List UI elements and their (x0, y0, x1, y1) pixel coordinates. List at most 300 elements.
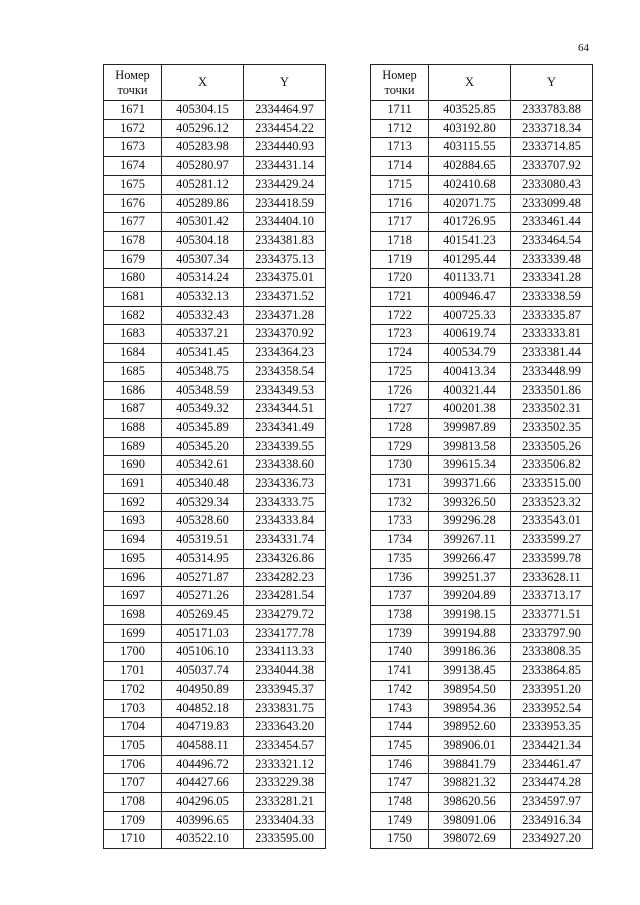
y-coordinate-cell: 2333335.87 (511, 306, 593, 325)
y-coordinate-cell: 2334474.28 (511, 774, 593, 793)
point-number-cell: 1682 (104, 306, 162, 325)
y-coordinate-cell: 2333953.35 (511, 718, 593, 737)
table-row (104, 699, 326, 718)
x-coordinate-cell: 405271.87 (162, 568, 244, 587)
y-coordinate-cell: 2334404.10 (244, 213, 326, 232)
x-coordinate-cell: 398821.32 (429, 774, 511, 793)
point-number-cell: 1746 (371, 755, 429, 774)
y-coordinate-cell: 2334916.34 (511, 811, 593, 830)
x-coordinate-cell: 398841.79 (429, 755, 511, 774)
point-number-cell: 1676 (104, 194, 162, 213)
table-row (104, 774, 326, 793)
table-row (371, 680, 593, 699)
point-number-cell: 1718 (371, 231, 429, 250)
point-number-cell: 1708 (104, 793, 162, 812)
point-number-cell: 1683 (104, 325, 162, 344)
point-number-cell: 1675 (104, 175, 162, 194)
x-coordinate-cell: 401541.23 (429, 231, 511, 250)
x-coordinate-cell: 405289.86 (162, 194, 244, 213)
point-number-cell: 1672 (104, 119, 162, 138)
point-number-cell: 1748 (371, 793, 429, 812)
table-row (371, 175, 593, 194)
table-row (104, 213, 326, 232)
table-row (371, 718, 593, 737)
point-number-cell: 1730 (371, 456, 429, 475)
point-number-cell: 1674 (104, 157, 162, 176)
x-coordinate-cell: 399194.88 (429, 624, 511, 643)
table-row (371, 624, 593, 643)
table-row (104, 793, 326, 812)
y-coordinate-cell: 2334421.34 (511, 736, 593, 755)
y-coordinate-cell: 2333595.00 (244, 830, 326, 849)
x-coordinate-cell: 405337.21 (162, 325, 244, 344)
y-coordinate-cell: 2333461.44 (511, 213, 593, 232)
point-number-cell: 1710 (104, 830, 162, 849)
table-row (104, 755, 326, 774)
header-x: X (162, 65, 244, 101)
point-number-cell: 1679 (104, 250, 162, 269)
table-row (371, 531, 593, 550)
table-row (104, 175, 326, 194)
table-row (371, 306, 593, 325)
table-row (371, 811, 593, 830)
point-number-cell: 1690 (104, 456, 162, 475)
point-number-cell: 1723 (371, 325, 429, 344)
header-x: X (429, 65, 511, 101)
x-coordinate-cell: 403115.55 (429, 138, 511, 157)
y-coordinate-cell: 2333831.75 (244, 699, 326, 718)
x-coordinate-cell: 405349.32 (162, 400, 244, 419)
y-coordinate-cell: 2333523.32 (511, 493, 593, 512)
point-number-cell: 1737 (371, 587, 429, 606)
y-coordinate-cell: 2334454.22 (244, 119, 326, 138)
point-number-cell: 1691 (104, 475, 162, 494)
table-row (371, 344, 593, 363)
y-coordinate-cell: 2334281.54 (244, 587, 326, 606)
point-number-cell: 1715 (371, 175, 429, 194)
y-coordinate-cell: 2333464.54 (511, 231, 593, 250)
x-coordinate-cell: 405329.34 (162, 493, 244, 512)
y-coordinate-cell: 2334418.59 (244, 194, 326, 213)
point-number-cell: 1673 (104, 138, 162, 157)
x-coordinate-cell: 403192.80 (429, 119, 511, 138)
table-row (371, 643, 593, 662)
point-number-cell: 1706 (104, 755, 162, 774)
point-number-cell: 1725 (371, 362, 429, 381)
y-coordinate-cell: 2333599.27 (511, 531, 593, 550)
x-coordinate-cell: 399813.58 (429, 437, 511, 456)
y-coordinate-cell: 2334375.01 (244, 269, 326, 288)
x-coordinate-cell: 405332.13 (162, 288, 244, 307)
x-coordinate-cell: 400413.34 (429, 362, 511, 381)
y-coordinate-cell: 2334336.73 (244, 475, 326, 494)
x-coordinate-cell: 399138.45 (429, 662, 511, 681)
x-coordinate-cell: 400201.38 (429, 400, 511, 419)
x-coordinate-cell: 403996.65 (162, 811, 244, 830)
point-number-cell: 1689 (104, 437, 162, 456)
point-number-cell: 1742 (371, 680, 429, 699)
y-coordinate-cell: 2333506.82 (511, 456, 593, 475)
point-number-cell: 1728 (371, 418, 429, 437)
x-coordinate-cell: 405340.48 (162, 475, 244, 494)
y-coordinate-cell: 2333771.51 (511, 605, 593, 624)
y-coordinate-cell: 2333339.48 (511, 250, 593, 269)
table-row (371, 325, 593, 344)
y-coordinate-cell: 2334597.97 (511, 793, 593, 812)
x-coordinate-cell: 405269.45 (162, 605, 244, 624)
x-coordinate-cell: 405307.34 (162, 250, 244, 269)
y-coordinate-cell: 2333333.81 (511, 325, 593, 344)
table-row (104, 157, 326, 176)
coordinates-table-right (370, 64, 593, 849)
table-row (104, 736, 326, 755)
point-number-cell: 1700 (104, 643, 162, 662)
x-coordinate-cell: 405304.15 (162, 101, 244, 120)
point-number-cell: 1711 (371, 101, 429, 120)
point-number-cell: 1733 (371, 512, 429, 531)
table-row (371, 568, 593, 587)
y-coordinate-cell: 2333783.88 (511, 101, 593, 120)
x-coordinate-cell: 400725.33 (429, 306, 511, 325)
y-coordinate-cell: 2333952.54 (511, 699, 593, 718)
y-coordinate-cell: 2334429.24 (244, 175, 326, 194)
x-coordinate-cell: 399267.11 (429, 531, 511, 550)
y-coordinate-cell: 2333628.11 (511, 568, 593, 587)
x-coordinate-cell: 403522.10 (162, 830, 244, 849)
point-number-cell: 1739 (371, 624, 429, 643)
x-coordinate-cell: 405345.89 (162, 418, 244, 437)
table-row (104, 624, 326, 643)
x-coordinate-cell: 405345.20 (162, 437, 244, 456)
y-coordinate-cell: 2333501.86 (511, 381, 593, 400)
table-row (104, 830, 326, 849)
point-number-cell: 1680 (104, 269, 162, 288)
table-row (104, 475, 326, 494)
x-coordinate-cell: 400946.47 (429, 288, 511, 307)
y-coordinate-cell: 2334282.23 (244, 568, 326, 587)
point-number-cell: 1702 (104, 680, 162, 699)
table-row (371, 549, 593, 568)
table-row (104, 811, 326, 830)
header-y: Y (511, 65, 593, 101)
point-number-cell: 1686 (104, 381, 162, 400)
x-coordinate-cell: 405283.98 (162, 138, 244, 157)
x-coordinate-cell: 401726.95 (429, 213, 511, 232)
table-row (371, 437, 593, 456)
table-row (371, 400, 593, 419)
y-coordinate-cell: 2334326.86 (244, 549, 326, 568)
y-coordinate-cell: 2333864.85 (511, 662, 593, 681)
y-coordinate-cell: 2333099.48 (511, 194, 593, 213)
table-row (371, 475, 593, 494)
y-coordinate-cell: 2334927.20 (511, 830, 593, 849)
y-coordinate-cell: 2333281.21 (244, 793, 326, 812)
table-row (371, 755, 593, 774)
x-coordinate-cell: 399251.37 (429, 568, 511, 587)
y-coordinate-cell: 2333951.20 (511, 680, 593, 699)
y-coordinate-cell: 2333080.43 (511, 175, 593, 194)
point-number-cell: 1729 (371, 437, 429, 456)
table-row (371, 512, 593, 531)
x-coordinate-cell: 399186.36 (429, 643, 511, 662)
table-row (371, 269, 593, 288)
y-coordinate-cell: 2334371.52 (244, 288, 326, 307)
y-coordinate-cell: 2334381.83 (244, 231, 326, 250)
table-row (104, 587, 326, 606)
y-coordinate-cell: 2334431.14 (244, 157, 326, 176)
x-coordinate-cell: 399987.89 (429, 418, 511, 437)
table-row (371, 662, 593, 681)
point-number-cell: 1724 (371, 344, 429, 363)
table-row (371, 587, 593, 606)
table-row (104, 680, 326, 699)
point-number-cell: 1731 (371, 475, 429, 494)
x-coordinate-cell: 400619.74 (429, 325, 511, 344)
table-row (104, 381, 326, 400)
table-row (104, 437, 326, 456)
table-row (104, 718, 326, 737)
table-row (371, 699, 593, 718)
y-coordinate-cell: 2333808.35 (511, 643, 593, 662)
point-number-cell: 1713 (371, 138, 429, 157)
point-number-cell: 1743 (371, 699, 429, 718)
point-number-cell: 1720 (371, 269, 429, 288)
y-coordinate-cell: 2333381.44 (511, 344, 593, 363)
point-number-cell: 1693 (104, 512, 162, 531)
table-row (104, 362, 326, 381)
table-row (371, 362, 593, 381)
x-coordinate-cell: 399615.34 (429, 456, 511, 475)
point-number-cell: 1734 (371, 531, 429, 550)
point-number-cell: 1684 (104, 344, 162, 363)
x-coordinate-cell: 404588.11 (162, 736, 244, 755)
y-coordinate-cell: 2333714.85 (511, 138, 593, 157)
y-coordinate-cell: 2334375.13 (244, 250, 326, 269)
y-coordinate-cell: 2333505.26 (511, 437, 593, 456)
y-coordinate-cell: 2334113.33 (244, 643, 326, 662)
y-coordinate-cell: 2333341.28 (511, 269, 593, 288)
y-coordinate-cell: 2334279.72 (244, 605, 326, 624)
x-coordinate-cell: 405314.24 (162, 269, 244, 288)
y-coordinate-cell: 2333713.17 (511, 587, 593, 606)
x-coordinate-cell: 398954.36 (429, 699, 511, 718)
x-coordinate-cell: 404427.66 (162, 774, 244, 793)
table-row (104, 605, 326, 624)
x-coordinate-cell: 399266.47 (429, 549, 511, 568)
point-number-cell: 1696 (104, 568, 162, 587)
y-coordinate-cell: 2333945.37 (244, 680, 326, 699)
table-row (104, 101, 326, 120)
x-coordinate-cell: 402410.68 (429, 175, 511, 194)
x-coordinate-cell: 404496.72 (162, 755, 244, 774)
point-number-cell: 1688 (104, 418, 162, 437)
table-header-row (371, 65, 593, 101)
y-coordinate-cell: 2333502.31 (511, 400, 593, 419)
x-coordinate-cell: 398091.06 (429, 811, 511, 830)
y-coordinate-cell: 2333515.00 (511, 475, 593, 494)
point-number-cell: 1740 (371, 643, 429, 662)
x-coordinate-cell: 405037.74 (162, 662, 244, 681)
point-number-cell: 1709 (104, 811, 162, 830)
y-coordinate-cell: 2333599.78 (511, 549, 593, 568)
table-row (371, 157, 593, 176)
x-coordinate-cell: 404296.05 (162, 793, 244, 812)
table-row (104, 418, 326, 437)
table-row (371, 774, 593, 793)
x-coordinate-cell: 405280.97 (162, 157, 244, 176)
x-coordinate-cell: 402071.75 (429, 194, 511, 213)
x-coordinate-cell: 405342.61 (162, 456, 244, 475)
point-number-cell: 1712 (371, 119, 429, 138)
point-number-cell: 1717 (371, 213, 429, 232)
point-number-cell: 1699 (104, 624, 162, 643)
x-coordinate-cell: 405328.60 (162, 512, 244, 531)
table-row (104, 568, 326, 587)
x-coordinate-cell: 401133.71 (429, 269, 511, 288)
point-number-cell: 1705 (104, 736, 162, 755)
point-number-cell: 1685 (104, 362, 162, 381)
table-row (104, 194, 326, 213)
table-row (371, 381, 593, 400)
table-row (371, 194, 593, 213)
table-row (104, 325, 326, 344)
table-row (371, 231, 593, 250)
x-coordinate-cell: 400321.44 (429, 381, 511, 400)
y-coordinate-cell: 2333502.35 (511, 418, 593, 437)
y-coordinate-cell: 2334464.97 (244, 101, 326, 120)
table-row (104, 231, 326, 250)
y-coordinate-cell: 2334461.47 (511, 755, 593, 774)
point-number-cell: 1721 (371, 288, 429, 307)
y-coordinate-cell: 2334331.74 (244, 531, 326, 550)
table-row (104, 643, 326, 662)
table-row (104, 288, 326, 307)
header-y: Y (244, 65, 326, 101)
x-coordinate-cell: 399296.28 (429, 512, 511, 531)
x-coordinate-cell: 399204.89 (429, 587, 511, 606)
y-coordinate-cell: 2333454.57 (244, 736, 326, 755)
y-coordinate-cell: 2334341.49 (244, 418, 326, 437)
point-number-cell: 1747 (371, 774, 429, 793)
x-coordinate-cell: 398906.01 (429, 736, 511, 755)
x-coordinate-cell: 405296.12 (162, 119, 244, 138)
point-number-cell: 1741 (371, 662, 429, 681)
x-coordinate-cell: 404950.89 (162, 680, 244, 699)
table-row (371, 605, 593, 624)
table-row (104, 493, 326, 512)
x-coordinate-cell: 405301.42 (162, 213, 244, 232)
y-coordinate-cell: 2333707.92 (511, 157, 593, 176)
x-coordinate-cell: 400534.79 (429, 344, 511, 363)
point-number-cell: 1692 (104, 493, 162, 512)
y-coordinate-cell: 2333718.34 (511, 119, 593, 138)
y-coordinate-cell: 2333543.01 (511, 512, 593, 531)
y-coordinate-cell: 2334349.53 (244, 381, 326, 400)
x-coordinate-cell: 405341.45 (162, 344, 244, 363)
point-number-cell: 1703 (104, 699, 162, 718)
point-number-cell: 1736 (371, 568, 429, 587)
point-number-cell: 1727 (371, 400, 429, 419)
page-number: 64 (578, 42, 589, 54)
x-coordinate-cell: 404852.18 (162, 699, 244, 718)
table-row (371, 101, 593, 120)
point-number-cell: 1694 (104, 531, 162, 550)
point-number-cell: 1677 (104, 213, 162, 232)
x-coordinate-cell: 399326.50 (429, 493, 511, 512)
y-coordinate-cell: 2334333.84 (244, 512, 326, 531)
table-row (104, 531, 326, 550)
point-number-cell: 1749 (371, 811, 429, 830)
x-coordinate-cell: 405304.18 (162, 231, 244, 250)
table-row (371, 493, 593, 512)
table-row (104, 456, 326, 475)
y-coordinate-cell: 2333321.12 (244, 755, 326, 774)
point-number-cell: 1716 (371, 194, 429, 213)
x-coordinate-cell: 405271.26 (162, 587, 244, 606)
header-point-number: Номер точки (104, 65, 162, 101)
point-number-cell: 1687 (104, 400, 162, 419)
y-coordinate-cell: 2334177.78 (244, 624, 326, 643)
table-row (104, 306, 326, 325)
y-coordinate-cell: 2334358.54 (244, 362, 326, 381)
table-row (371, 213, 593, 232)
y-coordinate-cell: 2334364.23 (244, 344, 326, 363)
y-coordinate-cell: 2333643.20 (244, 718, 326, 737)
y-coordinate-cell: 2334440.93 (244, 138, 326, 157)
y-coordinate-cell: 2333404.33 (244, 811, 326, 830)
y-coordinate-cell: 2333338.59 (511, 288, 593, 307)
point-number-cell: 1707 (104, 774, 162, 793)
x-coordinate-cell: 399198.15 (429, 605, 511, 624)
x-coordinate-cell: 398072.69 (429, 830, 511, 849)
point-number-cell: 1678 (104, 231, 162, 250)
point-number-cell: 1695 (104, 549, 162, 568)
x-coordinate-cell: 402884.65 (429, 157, 511, 176)
table-row (104, 269, 326, 288)
table-row (371, 138, 593, 157)
x-coordinate-cell: 403525.85 (429, 101, 511, 120)
coordinates-table-left (103, 64, 326, 849)
table-row (104, 250, 326, 269)
table-row (371, 119, 593, 138)
x-coordinate-cell: 398954.50 (429, 680, 511, 699)
point-number-cell: 1744 (371, 718, 429, 737)
table-row (104, 344, 326, 363)
point-number-cell: 1719 (371, 250, 429, 269)
x-coordinate-cell: 405348.59 (162, 381, 244, 400)
x-coordinate-cell: 405281.12 (162, 175, 244, 194)
y-coordinate-cell: 2333229.38 (244, 774, 326, 793)
table-row (371, 830, 593, 849)
table-row (104, 138, 326, 157)
x-coordinate-cell: 404719.83 (162, 718, 244, 737)
x-coordinate-cell: 398952.60 (429, 718, 511, 737)
point-number-cell: 1698 (104, 605, 162, 624)
table-row (371, 793, 593, 812)
header-point-number: Номер точки (371, 65, 429, 101)
x-coordinate-cell: 399371.66 (429, 475, 511, 494)
table-row (104, 512, 326, 531)
y-coordinate-cell: 2334344.51 (244, 400, 326, 419)
table-row (371, 418, 593, 437)
point-number-cell: 1671 (104, 101, 162, 120)
y-coordinate-cell: 2333797.90 (511, 624, 593, 643)
x-coordinate-cell: 405314.95 (162, 549, 244, 568)
x-coordinate-cell: 401295.44 (429, 250, 511, 269)
point-number-cell: 1714 (371, 157, 429, 176)
y-coordinate-cell: 2334338.60 (244, 456, 326, 475)
point-number-cell: 1701 (104, 662, 162, 681)
